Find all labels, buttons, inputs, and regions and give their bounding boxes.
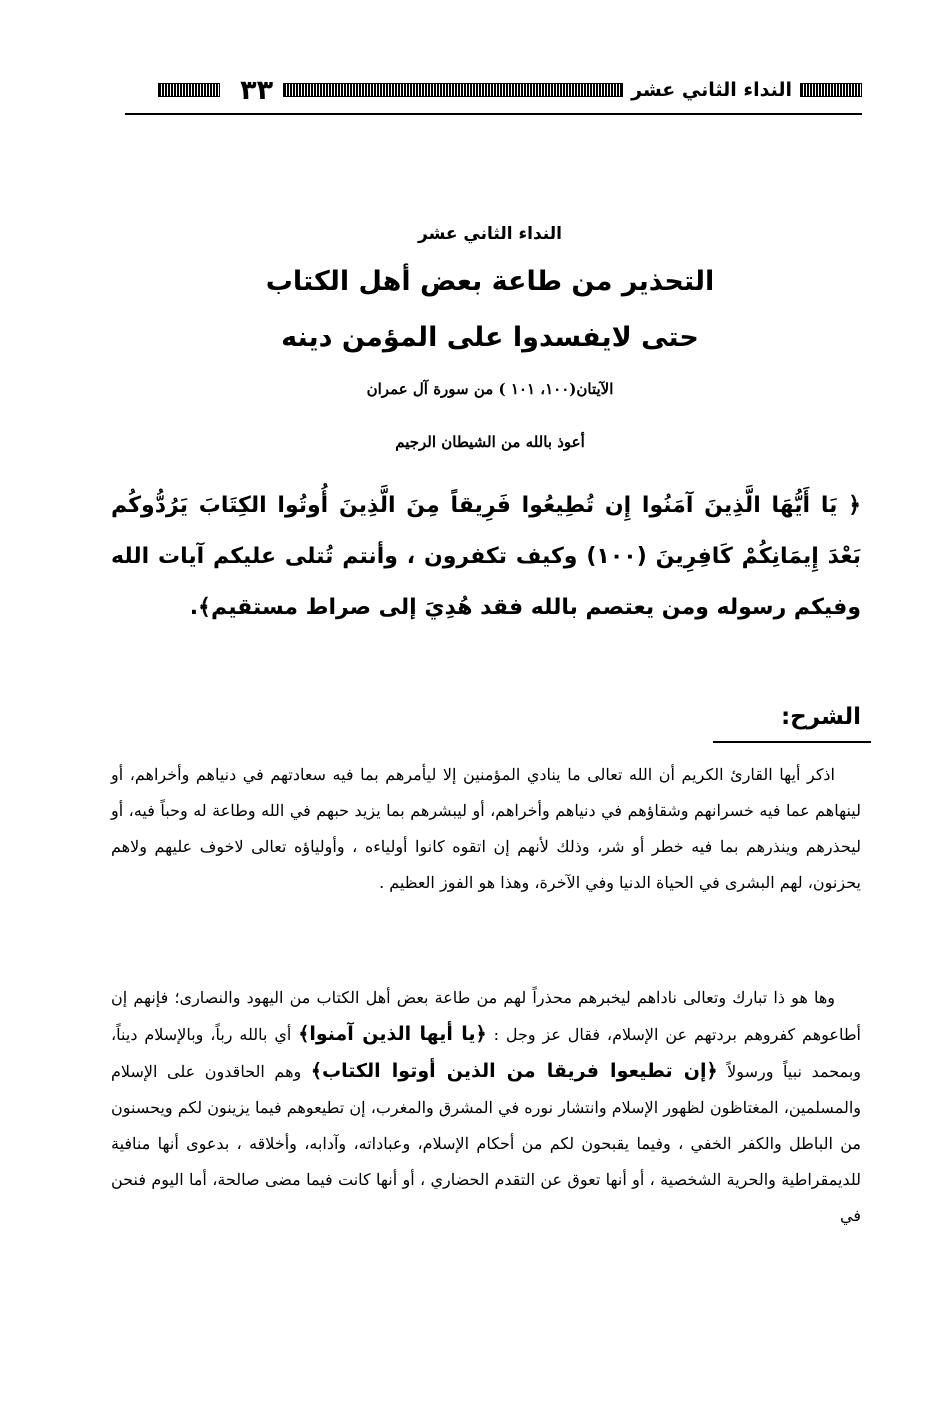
chapter-title-line-2: حتى لايفسدوا على المؤمن دينه xyxy=(281,322,699,353)
quoted-verse-1: ﴿يا أيها الذين آمنوا﴾ xyxy=(298,1023,487,1045)
istiadha: أعوذ بالله من الشيطان الرجيم xyxy=(395,433,585,451)
page-number: ٣٣ xyxy=(240,74,274,106)
verse-reference: الآيتان(١٠٠، ١٠١ ) من سورة آل عمران xyxy=(366,380,614,398)
running-header xyxy=(112,70,862,110)
chapter-title-line-1: التحذير من طاعة بعض أهل الكتاب xyxy=(265,266,715,297)
section-heading-underline xyxy=(713,741,871,743)
paragraph-2-text-b: أي بالله رباً، وبالإسلام ديناً، وبمحمد نبياً ورسولاً xyxy=(111,1025,862,1081)
paragraph-2-text-c: وهم الحاقدون على الإسلام والمسلمين، المغتاظون لظهور الإسلام وانتشار نوره في المشرق والمغرب، إن تطيعوهم فيما يزينون لكم ويحسنون من الباطل والكفر الخفي ، وفيما يقبحون لكم من أحكام الإسلام، وعباداته، وآدابه، وأخلاقه ، بدعوى أنها منافية للديمقراطية والحرية الشخصية ، أو أنها تعوق عن التقدم الحضاري ، أو أنها كانت فيما مضى صالحة، أما اليوم فنحن في xyxy=(111,1062,861,1225)
quran-verse: ﴿ يَا أَيُّهَا الَّذِينَ آمَنُوا إِن تُطِيعُوا فَرِيقاً مِنَ الَّذِينَ أُوتُوا الكِتَابَ يَرُدُّوكُم بَعْدَ إِيمَانِكُمْ كَافِرِينَ (١٠٠) وكيف تكفرون ، وأنتم تُتلى عليكم آيات الله وفيكم رسوله ومن يعتصم بالله فقد هُدِيَ إلى صراط مستقيم﴾. xyxy=(111,493,861,620)
quoted-verse-2: ﴿إن تطيعوا فريقا من الذين أوتوا الكتاب﴾ xyxy=(310,1060,718,1082)
header-divider xyxy=(125,113,862,115)
paragraph-2-text-a: وها هو ذا تبارك وتعالى ناداهم ليخبرهم محذراً لهم من طاعة بعض أهل الكتاب من اليهود والنصارى؛ فإنهم إن أطاعوهم كفروهم بردتهم عن الإسلام، فقال عز وجل : xyxy=(111,988,861,1044)
header-ornament-middle xyxy=(283,83,623,97)
explanation-paragraph-1: اذكر أيها القارئ الكريم أن الله تعالى ما ينادي المؤمنين إلا ليأمرهم بما فيه سعادتهم في دنياهم وأخراهم، أو لينهاهم عما فيه خسرانهم وشقاؤهم في دنياهم وأخراهم، أو ليبشرهم بما يزيد حبهم في الله وطاعة له وحباً فيه، أو ليحذرهم وينذرهم بما فيه خطر أو شر، وذلك لأنهم إن اتقوه كانوا أولياءه ، وأولياؤه تعالى لاخوف عليهم ولاهم يحزنون، لهم البشرى في الحياة الدنيا وفي الآخرة، وهذا هو الفوز العظيم . xyxy=(111,765,861,892)
header-ornament-right xyxy=(800,83,862,97)
section-heading: الشرح: xyxy=(780,704,861,730)
explanation-paragraph-2 xyxy=(111,980,861,1234)
running-header-title: النداء الثاني عشر xyxy=(631,79,792,101)
header-ornament-left xyxy=(158,83,220,97)
call-label: النداء الثاني عشر xyxy=(418,224,562,244)
